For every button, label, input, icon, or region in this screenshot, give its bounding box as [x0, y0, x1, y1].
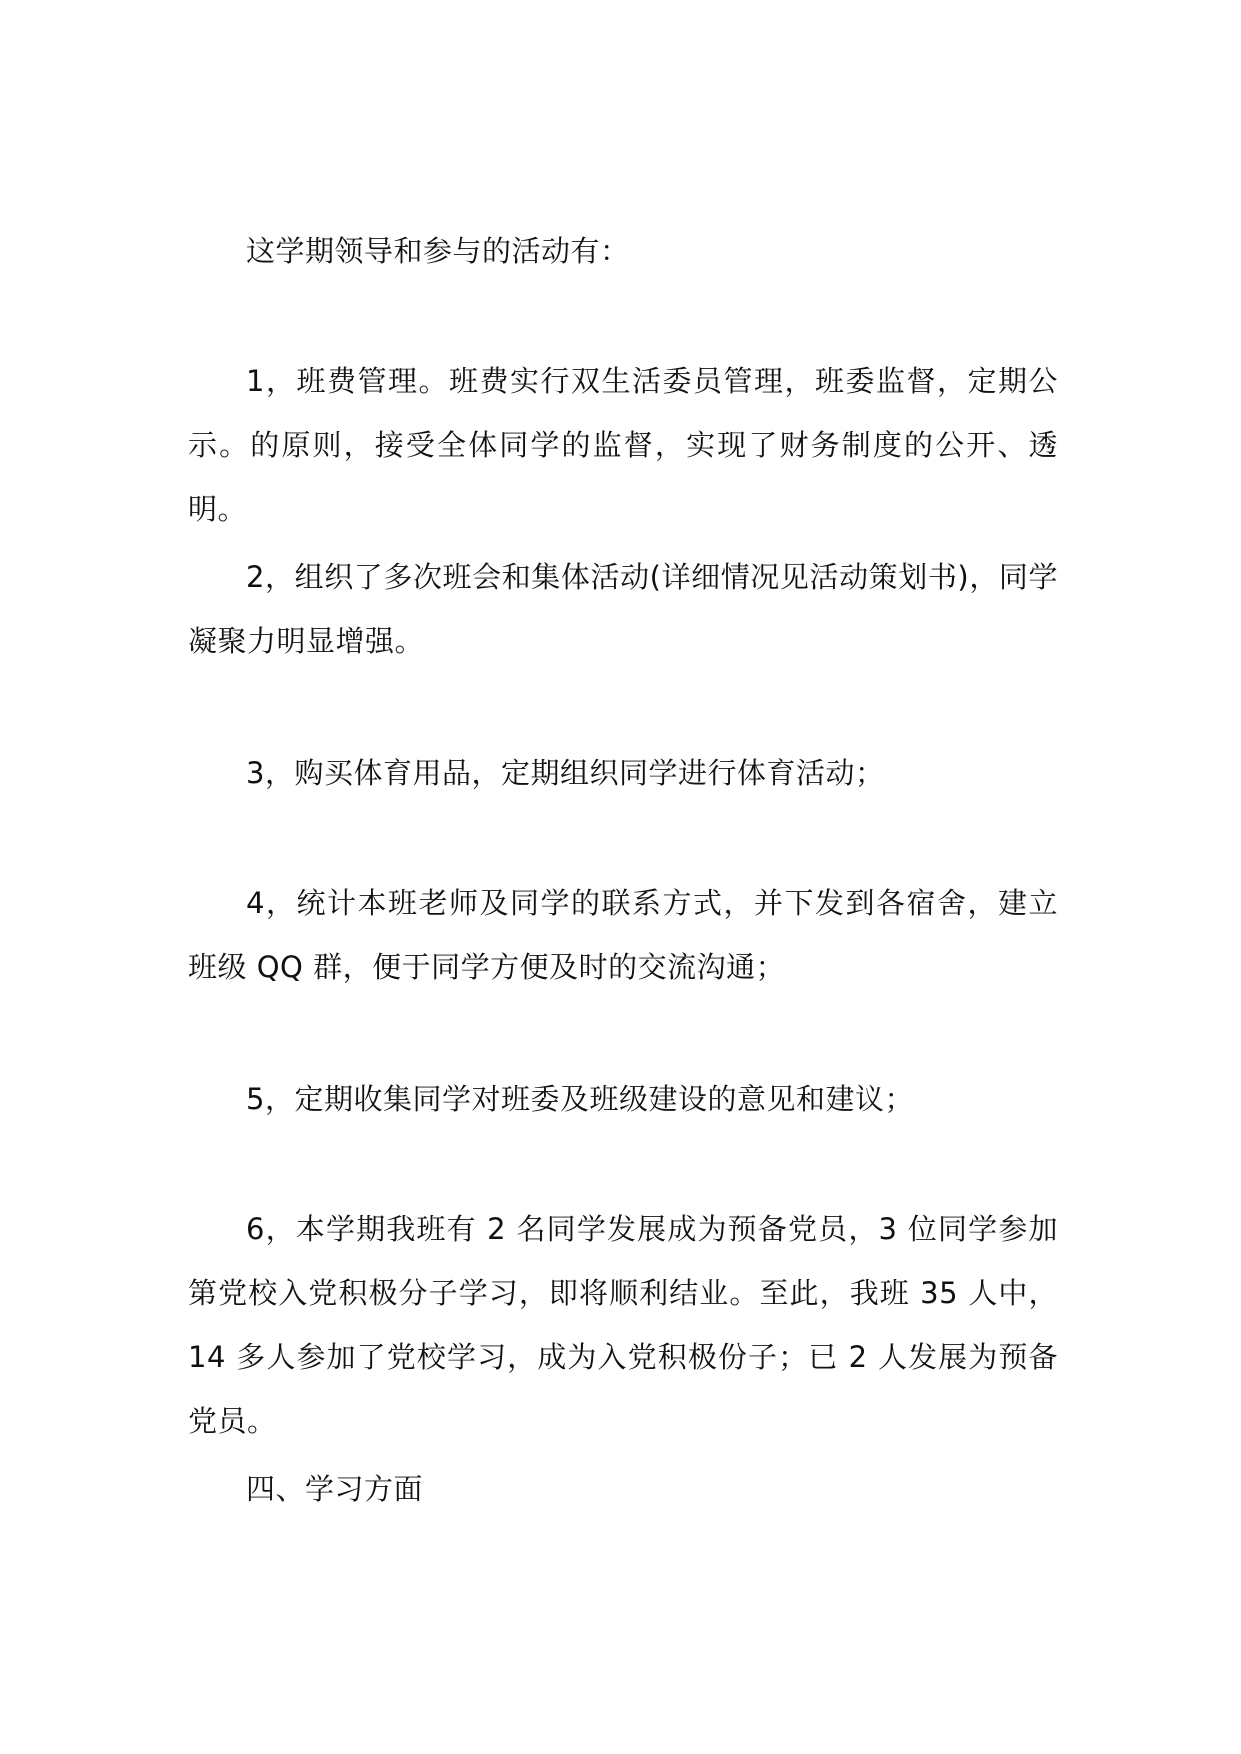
section-heading-study: 四、学习方面: [246, 1472, 424, 1506]
list-item-feedback: 5，定期收集同学对班委及班级建设的意见和建议；: [246, 1082, 914, 1116]
list-item-party-members: 6，本学期我班有 2 名同学发展成为预备党员，3 位同学参加第党校入党积极分子学习，即将顺利结业。至此，我班 35 人中，14 多人参加了党校学习，成为入党积极份子；已 2 人发展为预备党员。: [188, 1212, 1058, 1438]
list-item-sports: 3，购买体育用品，定期组织同学进行体育活动；: [246, 756, 885, 790]
list-item-class-meetings: 2，组织了多次班会和集体活动(详细情况见活动策划书)，同学凝聚力明显增强。: [188, 560, 1058, 658]
list-item-class-fee: 1，班费管理。班费实行双生活委员管理，班委监督，定期公示。的原则，接受全体同学的监督，实现了财务制度的公开、透明。: [188, 364, 1058, 526]
list-item-contacts: 4，统计本班老师及同学的联系方式，并下发到各宿舍，建立班级 QQ 群，便于同学方便及时的交流沟通；: [188, 886, 1058, 984]
intro-paragraph: 这学期领导和参与的活动有：: [246, 234, 630, 268]
